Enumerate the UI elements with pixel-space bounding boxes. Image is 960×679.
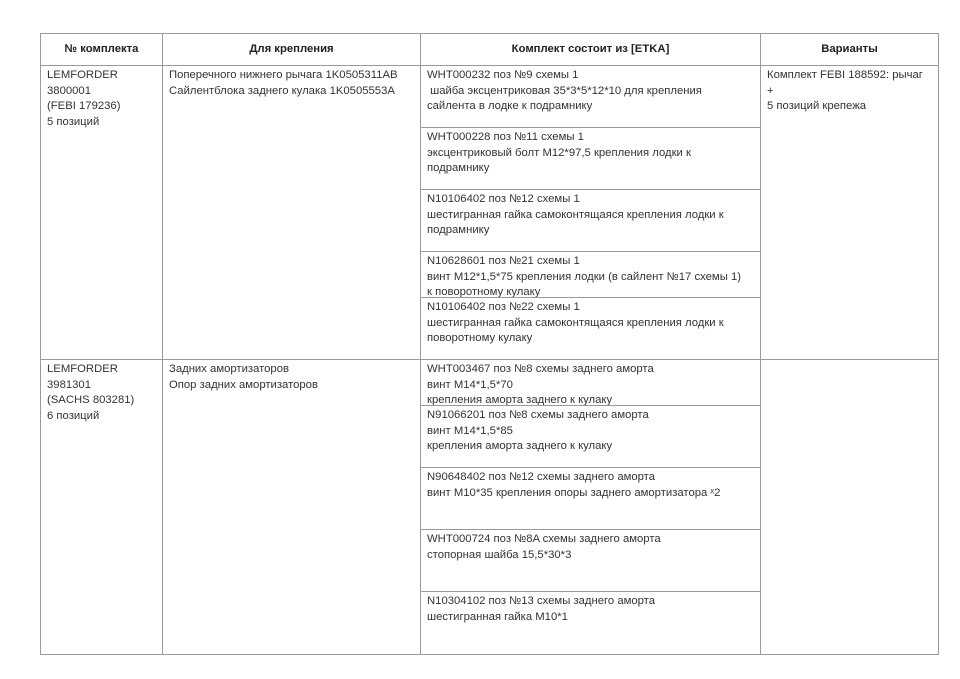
component-item-cell: N10106402 поз №12 схемы 1 шестигранная гайка самоконтящаяся крепления лодки к подрамнику	[420, 189, 761, 252]
purpose-cell: Поперечного нижнего рычага 1K0505311AB Сайлентблока заднего кулака 1K0505553A	[162, 65, 421, 360]
component-item-cell: N91066201 поз №8 схемы заднего аморта винт M14*1,5*85 крепления аморта заднего к кулаку	[420, 405, 761, 468]
component-item-cell: WHT000228 поз №11 схемы 1 эксцентриковый болт M12*97,5 крепления лодки к подрамнику	[420, 127, 761, 190]
component-item-cell: WHT003467 поз №8 схемы заднего аморта винт M14*1,5*70 крепления аморта заднего к кулаку	[420, 359, 761, 406]
component-item-cell: N90648402 поз №12 схемы заднего аморта винт M10*35 крепления опоры заднего амортизатора ˣ2	[420, 467, 761, 530]
header-kit-number: № комплекта	[40, 33, 163, 66]
component-item-cell: N10628601 поз №21 схемы 1 винт M12*1,5*75 крепления лодки (в сайлент №17 схемы 1) к поворотному кулаку	[420, 251, 761, 298]
header-purpose: Для крепления	[162, 33, 421, 66]
variants-cell	[760, 359, 939, 655]
kit-number-cell: LEMFORDER 3981301 (SACHS 803281) 6 позиций	[40, 359, 163, 655]
component-item-cell: N10304102 поз №13 схемы заднего аморта шестигранная гайка M10*1	[420, 591, 761, 655]
component-item-cell: N10106402 поз №22 схемы 1 шестигранная гайка самоконтящаяся крепления лодки к поворотному кулаку	[420, 297, 761, 360]
variants-cell: Комплект FEBI 188592: рычаг + 5 позиций крепежа	[760, 65, 939, 360]
component-item-cell: WHT000724 поз №8A схемы заднего аморта стопорная шайба 15,5*30*3	[420, 529, 761, 592]
kit-number-cell: LEMFORDER 3800001 (FEBI 179236) 5 позиций	[40, 65, 163, 360]
component-item-cell: WHT000232 поз №9 схемы 1 шайба эксцентриковая 35*3*5*12*10 для крепления сайлента в лодке к подрамнику	[420, 65, 761, 128]
header-contents: Комплект состоит из [ETKA]	[420, 33, 761, 66]
header-variants: Варианты	[760, 33, 939, 66]
purpose-cell: Задних амортизаторов Опор задних амортизаторов	[162, 359, 421, 655]
